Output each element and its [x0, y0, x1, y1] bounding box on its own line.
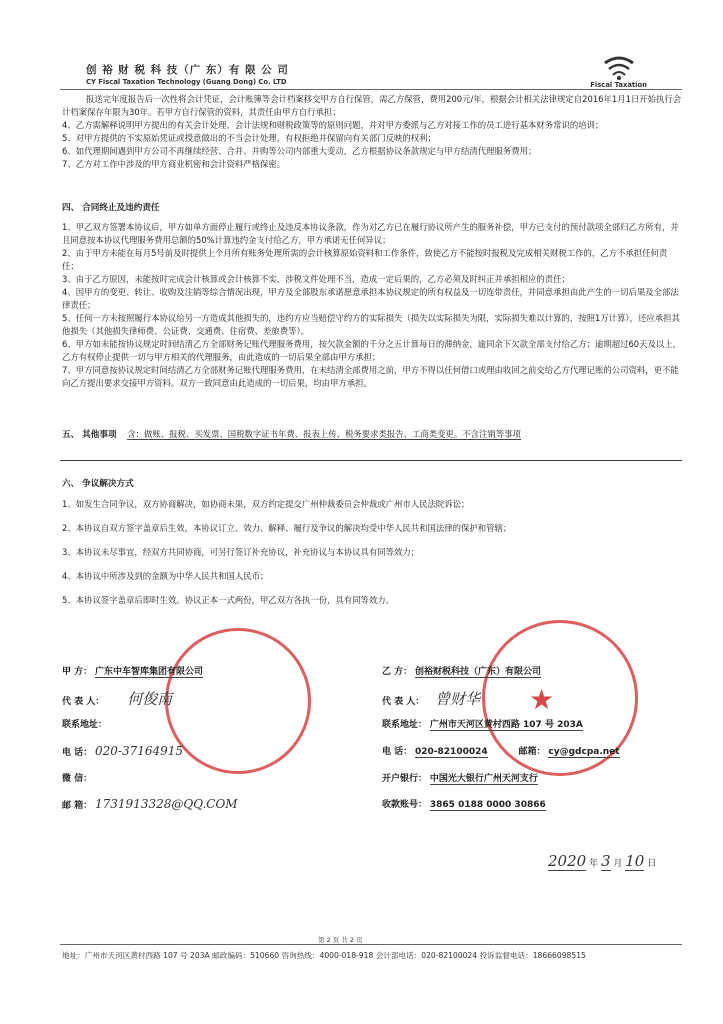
party-b-email-label: 邮箱： — [518, 747, 546, 757]
party-a-email-row — [62, 797, 238, 811]
company-name-cn: 创 裕 财 税 科 技（广 东）有 限 公 司 — [86, 64, 289, 76]
party-b-account-label: 收款账号： — [382, 800, 428, 810]
party-a-label: 甲 方： — [62, 667, 93, 677]
party-b-account-row — [382, 797, 546, 810]
party-a-signature: 何俊南 — [127, 690, 173, 708]
date-day: 10 — [625, 852, 645, 870]
party-b-account: 3865 0188 0000 30866 — [429, 800, 546, 810]
header-divider — [60, 89, 682, 90]
party-b-addr: 广州市天河区黄村西路 107 号 203A — [429, 720, 583, 730]
footer-contact: 地址：广州市天河区黄村西路 107 号 203A 邮政编码：510660 咨询热线：4000-018-918 会计部电话：020-82100024 投诉监督电话：18666098515 — [62, 951, 586, 960]
party-a-tel-row — [62, 744, 183, 758]
party-b-addr-row — [382, 717, 583, 730]
section-6-items — [62, 498, 682, 607]
date-year: 2020 — [548, 852, 587, 870]
page-number: 第 2 页 共 2 页 — [318, 936, 363, 944]
section-6-item: 2、本协议自双方签字盖章后生效，本协议订立、效力、解释、履行及争议的解决均受中华人民共和国法律的保护和管辖； — [62, 523, 512, 533]
section-6-item: 4、本协议中所涉及到的金额为中华人民共和国人民币； — [62, 571, 269, 581]
section-4-item: 6、甲方如未能按协议规定时间结清乙方全部财务记账代理服务费用，按欠款金额的千分之五计算每日的滞纳金，逾同余下欠款全部支付给乙方；逾期超过60天及以上，乙方有权停止提供一切与甲方相关的代理服务，由此造成的一切后果全部由甲方承担； — [62, 339, 681, 362]
section-5-title: 五、 其他事项 — [62, 430, 117, 440]
company-name-en: CY Fiscal Taxation Technology (Guang Dong) Co. LTD — [86, 78, 287, 86]
party-b-signature: 曾财华 — [435, 690, 481, 708]
section-6-item: 3、本协议未尽事宜，经双方共同协商，可另行签订补充协议，补充协议与本协议具有同等效力； — [62, 547, 420, 557]
party-a-addr-label: 联系地址： — [62, 720, 108, 730]
section-4-title: 四、 合同终止及违约责任 — [62, 203, 160, 213]
footer-divider — [60, 944, 682, 945]
party-a-stamp — [165, 628, 311, 774]
section-4-items — [62, 221, 682, 390]
section-4-item: 7、甲方同意按协议规定时间结清乙方全部财务记账代理服务费用，在未结清全部费用之前，甲方不得以任何借口或理由收回之前交给乙方代理记账的公司资料，更不能向乙方提出要求交接甲方资料。双方一致同意由此造成的一切后果，均由甲方承担。 — [62, 365, 679, 388]
party-b-tel-label: 电 话： — [382, 747, 413, 757]
date-month: 3 — [600, 852, 611, 870]
date-day-suffix: 日 — [647, 859, 657, 869]
section-6-item: 5、本协议签字盖章后即时生效。协议正本一式两份，甲乙双方各执一份，具有同等效力。 — [62, 595, 394, 605]
section-4-item: 5、任何一方未按照履行本协议给另一方造成其他损失的，违约方应当赔偿守约方的实际损失（损失以实际损失为限，实际损失难以计算的，按照1万计算），还应承担其他损失（其他损失律师费、公证费、交通费、住宿费、差旅费等）。 — [62, 313, 680, 336]
logo-text: Fiscal Taxation — [590, 81, 647, 89]
section-5-underline — [60, 460, 682, 461]
section-4-item: 3、由于乙方原因，未能按时完成会计核算或会计核算不实，涉税文件处理不当，造成一定后果的，乙方必须及时纠正并承担相应的责任； — [62, 274, 570, 284]
party-a-rep-row — [62, 688, 172, 709]
party-a-name: 广东中车智库集团有限公司 — [95, 667, 204, 677]
party-b-bank-label: 开户银行： — [382, 774, 428, 784]
party-b-name-row — [382, 664, 541, 677]
party-b-label: 乙 方： — [382, 667, 413, 677]
party-b-bank: 中国光大银行广州天河支行 — [429, 774, 538, 784]
section-4-item: 4、因甲方的变更、转让、收购及注销等综合情况出现，甲方及全部股东承诺愿意承担本协议规定的所有权益及一切连带责任，并同意承担由此产生的一切后果及全部法律责任； — [62, 287, 679, 310]
party-a-name-row — [62, 664, 203, 677]
section-6-title: 六、 争议解决方式 — [62, 479, 134, 489]
top-item: 7、乙方对工作中涉及的甲方商业机密和会计资料严格保密。 — [62, 159, 286, 169]
party-a-rep-label: 代 表 人： — [62, 697, 105, 707]
party-a-email-label: 邮 箱： — [62, 801, 93, 811]
party-b-tel: 020-82100024 — [415, 747, 488, 757]
party-a-addr-row — [62, 717, 107, 730]
signing-date — [548, 852, 656, 870]
party-a-tel-label: 电 话： — [62, 748, 93, 758]
section-5 — [62, 428, 682, 442]
party-a-tel: 020-37164915 — [95, 744, 184, 758]
section-4-item: 2、由于甲方未能在每月5号前及时提供上个月所有账务处理所需的会计核算原始资料和工作条件，致使乙方不能按时报税及完成相关财税工作的，乙方不承担任何责任； — [62, 248, 668, 271]
date-month-suffix: 月 — [613, 859, 623, 869]
party-a-wechat-label: 微 信： — [62, 774, 93, 784]
section-5-content: 含：做账、报税、买发票、国税数字证书年费、报表上传、税务要求类报告、工商类变更。不含注销等事项 — [127, 429, 521, 439]
party-b-email: cy@gdcpa.net — [548, 747, 620, 757]
section-4-item: 1、甲乙双方签署本协议后，甲方如单方面停止履行或终止及违反本协议条款，作为对乙方已在履行协议所产生的服务补偿，甲方已支付的预付款项全部归乙方所有，并且同意按本协议代理服务费用总额的50%计算违约金支付给乙方，甲方承诺无任何异议； — [62, 222, 679, 245]
top-item: 4、乙方需解释说明甲方提出的有关会计处理、会计法规和财税政策等的原则问题，并对甲方委派与乙方对接工作的员工进行基本财务常识的培训； — [62, 120, 604, 130]
party-b-name: 创裕财税科技（广东）有限公司 — [415, 667, 542, 677]
top-item: 6、如代理期间遇到甲方公司不再继续经营、合并、并购等公司内部重大变动，乙方根据协议条款规定与甲方结清代理服务费用； — [62, 146, 537, 156]
date-year-suffix: 年 — [589, 859, 599, 869]
section-6-item: 1、如发生合同争议，双方协商解决，如协商未果，双方约定提交广州仲裁委员会仲裁或广州市人民法院诉讼； — [62, 499, 470, 509]
party-a-wechat-row — [62, 771, 92, 784]
top-item: 5、对甲方提供的不实原始凭证或授意做出的不当会计处理，有权拒绝并保留向有关部门反映的权利； — [62, 133, 436, 143]
stamp-star-icon: ★ — [529, 683, 555, 716]
party-b-bank-row — [382, 771, 538, 784]
top-items — [62, 93, 682, 171]
party-b-tel-row — [382, 744, 620, 757]
top-item: 报送完年度报告后一次性将会计凭证，会计账簿等会计档案移交甲方自行保管，需乙方保管，费用200元/年，根据会计相关法律规定自2016年1月1日开始执行会计档案保存年限为30年。若甲方自行保管的资料，其责任由甲方自行承担； — [62, 94, 682, 117]
party-b-addr-label: 联系地址： — [382, 720, 428, 730]
party-b-rep-label: 代 表 人： — [382, 697, 425, 707]
party-a-email: 1731913328@QQ.COM — [95, 797, 238, 811]
party-b-rep-row — [382, 688, 480, 709]
